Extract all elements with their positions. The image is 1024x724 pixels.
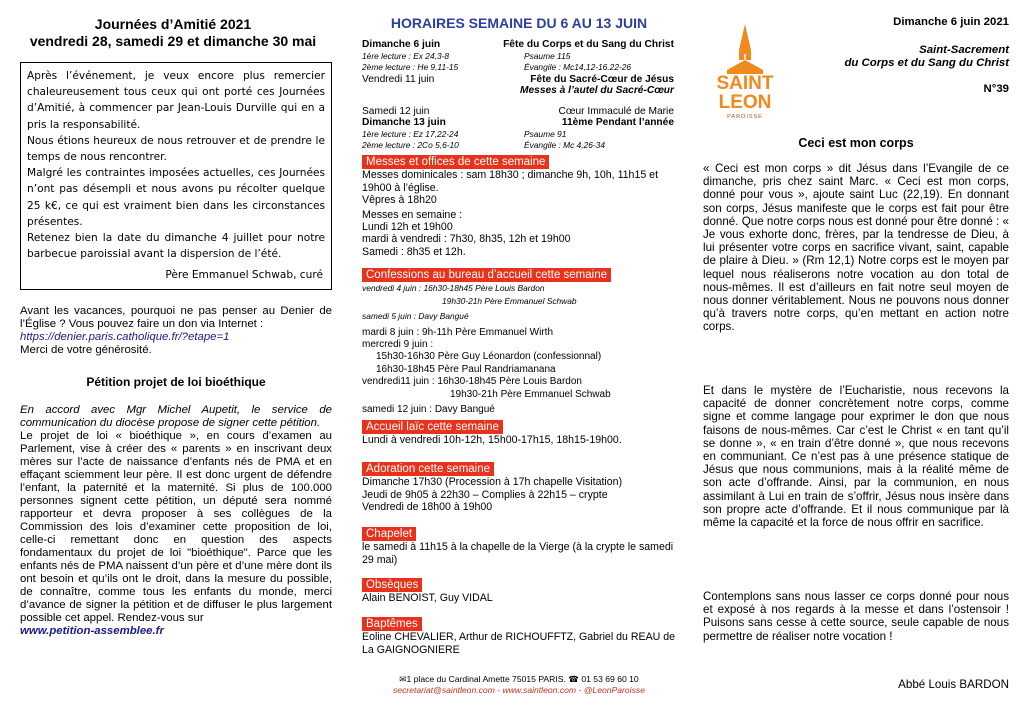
adoration-section xyxy=(362,462,678,514)
adoration-header: Adoration cette semaine xyxy=(362,462,494,476)
feast-label: Fête du Corps et du Sang du Christ xyxy=(503,39,674,50)
messes-line: Vêpres à 18h20 xyxy=(362,194,437,207)
schedule-header: HORAIRES SEMAINE DU 6 AU 13 JUIN xyxy=(390,15,648,31)
obseques-header: Obsèques xyxy=(362,578,422,592)
confession-line: 16h30-18h45 Père Paul Randriamanana xyxy=(376,363,556,375)
day-label: Dimanche 13 juin xyxy=(362,117,446,128)
confession-line: samedi 5 juin : Davy Bangué xyxy=(362,311,469,322)
confession-line: mercredi 9 juin : xyxy=(362,339,434,351)
note-paragraph: Malgré les contraintes imposées actuelles, ces Journées n’ont pas désempli et nous avons pu récolter quelque 25 k€, ce qui est vraiment bien dans les circonstances présentes. xyxy=(27,167,325,228)
adoration-line: Dimanche 17h30 (Procession à 17h chapelle Visitation) xyxy=(362,476,623,489)
baptemes-header: Baptêmes xyxy=(362,617,422,631)
chapelet-header: Chapelet xyxy=(362,527,416,541)
note-paragraph: Après l’événement, je veux encore plus remercier chaleureusement tous ceux qui ont porté ces Journées d’Amitié, à commencer par Jean-Louis Durville qui en a pris la responsabilité. xyxy=(27,70,325,131)
confession-line: samedi 12 juin : Davy Bangué xyxy=(362,404,495,416)
baptemes-line: Eoline CHEVALIER, Arthur de RICHOUFFTZ, Gabriel du REAU de La GAIGNOGNIERE xyxy=(362,631,676,656)
petition-body: Le projet de loi « bioéthique », en cours d’examen au Parlement, vise à créer des « parents » en inscrivant deux mères sur l’acte de naissance d’enfants nés de PMA et en effaçant sciemment leur père. Il est donc urgent de défendre l’enfant, la paternité et la maternité. Si plus de 100.000 personnes signent cette pétition, un député sera nommé rapporteur et devra proposer à ses collègues de la Commission des lois d’examiner cette proposition de loi, celle-ci remettant donc en question des aspects fondamentaux du projet de loi "bioéthique". Parce que les enfants nés de PMA naissent d’un père et d’une mère dont ils ont besoin et qu’ils ont le droit, dans la mesure du possible, de connaître, comme tous les enfants du monde, merci d’avance de signer la pétition et de diffuser le plus largement possible cet appel. Rendez-vous sur xyxy=(20,430,332,624)
petition-intro: En accord avec Mgr Michel Aupetit, le service de communication du diocèse propose de signer cette pétition. xyxy=(20,404,332,429)
confession-line: vendredi11 juin : 16h30-18h45 Père Louis Bardon xyxy=(362,376,582,388)
confession-line: 15h30-16h30 Père Guy Léonardon (confessionnal) xyxy=(376,351,602,363)
feast-label: Fête du Sacré-Cœur de Jésus xyxy=(530,73,674,85)
messes-section xyxy=(362,155,678,258)
footer-address: ✉1 place du Cardinal Amette 75015 PARIS. ☎ 01 53 69 60 10 xyxy=(399,674,639,684)
middle-column xyxy=(360,0,678,724)
logo-word: LEON xyxy=(718,92,772,113)
note-paragraph: Nous étions heureux de nous retrouver et de prendre le temps de nous rencontrer. xyxy=(27,134,325,164)
confession-line: vendredi 4 juin : 16h30-18h45 Père Louis Bardon xyxy=(362,283,545,294)
handwritten-note xyxy=(20,62,332,290)
denier-link[interactable]: https://denier.paris.catholique.fr/?etape=1 xyxy=(20,331,230,343)
accueil-header: Accueil laïc cette semaine xyxy=(362,420,503,434)
baptemes-section xyxy=(362,617,678,656)
reading: 1ère lecture : Ex 24,3-8 xyxy=(362,50,450,61)
feast-label: Cœur Immaculé de Marie xyxy=(558,105,674,117)
petition-section xyxy=(20,375,332,638)
chapelet-line: le samedi à 11h15 à la chapelle de la Vierge (à la crypte le samedi 29 mai) xyxy=(362,541,674,566)
adoration-line: Jeudi de 9h05 à 22h30 – Complies à 22h15 – crypte xyxy=(362,488,608,501)
obseques-section xyxy=(362,578,678,605)
right-column xyxy=(703,0,1009,724)
schedule-block xyxy=(362,39,674,152)
confession-line: 19h30-21h Père Emmanuel Schwab xyxy=(442,295,577,306)
footer-links[interactable]: secretariat@saintleon.com - www.saintleon.com - @LeonParoisse xyxy=(393,685,645,695)
messes-header: Messes et offices de cette semaine xyxy=(362,155,549,169)
adoration-line: Vendredi de 18h00 à 19h00 xyxy=(362,501,493,514)
article-paragraph-2: Et dans le mystère de l’Eucharistie, nous recevons la capacité de donner concrètement notre corps, comme signe et comme langage pour exprimer le don que nous faisons de nous-mêmes. Car c’est le Christ « en tant qu’il se donne », « en train d’être donné », que nous recevons en communiant. Ce n’est pas à une présence statique de Jésus que nous communions, mais à la réalité même de son acte d’offrande. Ainsi, par la communion, en nous assimilant à Lui en train de s’offrir, Jésus nous insère dans son propre acte d’offrande. Et il nous communique par là même la capacité et la force de nous offrir en sacrifice. xyxy=(703,384,1009,530)
denier-thanks: Merci de votre générosité. xyxy=(20,344,152,356)
feast-note: Messes à l’autel du Sacré-Cœur xyxy=(520,85,674,96)
day-label: Samedi 12 juin xyxy=(362,105,430,117)
feast-line-2: du Corps et du Sang du Christ xyxy=(844,57,1009,69)
issue-number: N°39 xyxy=(983,83,1009,95)
messes-line: Samedi : 8h35 et 12h. xyxy=(362,245,466,258)
note-signature: Père Emmanuel Schwab, curé xyxy=(165,268,323,281)
messes-line: Lundi 12h et 19h00 xyxy=(362,221,453,234)
issue-date: Dimanche 6 juin 2021 xyxy=(893,16,1009,28)
article-paragraph-1: « Ceci est mon corps » dit Jésus dans l’Evangile de ce dimanche, pris chez saint Marc. « Ceci est mon corps, donné pour vous », ajoute saint Luc (22,19). En donnant son corps, Jésus manifeste que le corps est fait pour être donné. Que notre corps nous est donné pour être donné : « Je vous exhorte donc, frères, par la tendresse de Dieu, à lui présenter votre corps en sacrifice vivant, saint, capable de plaire à Dieu. » (Rm 12,1) Notre corps est le moyen par lequel nous réaliserons notre vocation au don total de nous-mêmes. Il est d’ailleurs en fait notre seul moyen de nous donner véritablement. Nous ne pouvons nous donner qu’à travers notre corps, qu’en mettant en action notre corps. xyxy=(703,162,1009,334)
day-label: Dimanche 6 juin xyxy=(362,39,441,50)
journees-title: Journées d’Amitié 2021 xyxy=(94,16,252,32)
denier-section xyxy=(20,305,332,357)
feast-label: 11ème Pendant l’année xyxy=(561,117,674,128)
chapelet-section xyxy=(362,527,678,566)
messes-line: Messes dominicales : sam 18h30 ; dimanche 9h, 10h, 11h15 et 19h00 à l’église. xyxy=(362,169,659,194)
confessions-header: Confessions au bureau d’accueil cette semaine xyxy=(362,268,611,282)
confessions-section xyxy=(362,268,678,416)
day-label: Vendredi 11 juin xyxy=(362,73,435,85)
messes-line: Messes en semaine : xyxy=(362,208,463,221)
psalm: Psaume 91 xyxy=(524,128,567,139)
denier-text: Avant les vacances, pourquoi ne pas penser au Denier de l’Église ? Vous pouvez faire un don via Internet : xyxy=(20,305,332,330)
accueil-line: Lundi à vendredi 10h-12h, 15h00-17h15, 18h15-19h00. xyxy=(362,434,622,447)
petition-link[interactable]: www.petition-assemblee.fr xyxy=(20,625,164,637)
logo-word: SAINT xyxy=(716,73,774,94)
accueil-section xyxy=(362,420,678,447)
obseques-line: Alain BENOIST, Guy VIDAL xyxy=(362,592,493,605)
note-paragraph: Retenez bien la date du dimanche 4 juillet pour notre barbecue paroissial avant la dispersion de l’été. xyxy=(27,232,325,261)
gospel: Évangile : Mc 4,26-34 xyxy=(524,140,606,150)
reading: 2ème lecture : He 9,11-15 xyxy=(362,62,459,72)
confession-line: 19h30-21h Père Emmanuel Schwab xyxy=(450,388,611,400)
article-title: Ceci est mon corps xyxy=(798,136,914,150)
messes-line: mardi à vendredi : 7h30, 8h35, 12h et 19h00 xyxy=(362,233,571,246)
petition-title: Pétition projet de loi bioéthique xyxy=(86,375,266,389)
reading: 1ère lecture : Ez 17,22-24 xyxy=(362,128,459,139)
footer xyxy=(360,674,678,696)
feast-line-1: Saint-Sacrement xyxy=(919,44,1009,56)
article-signature: Abbé Louis BARDON xyxy=(898,678,1009,691)
logo-wordmark xyxy=(710,74,780,112)
reading: 2ème lecture : 2Co 5,6-10 xyxy=(362,140,459,150)
psalm: Psaume 115 xyxy=(524,50,571,61)
journees-dates: vendredi 28, samedi 29 et dimanche 30 mai xyxy=(29,33,317,49)
logo-subtitle: PAROISSE xyxy=(727,114,763,120)
article-paragraph-3: Contemplons sans nous lasser ce corps donné pour nous et exposé à nos regards à la messe et dans l’ostensoir ! Puisons sans cesse à cette source, seule capable de nous permettre de réaliser notre vocation ! xyxy=(703,590,1009,643)
confession-line: mardi 8 juin : 9h-11h Père Emmanuel Wirth xyxy=(362,326,554,338)
gospel: Évangile : Mc14,12-16.22-26 xyxy=(524,62,632,72)
